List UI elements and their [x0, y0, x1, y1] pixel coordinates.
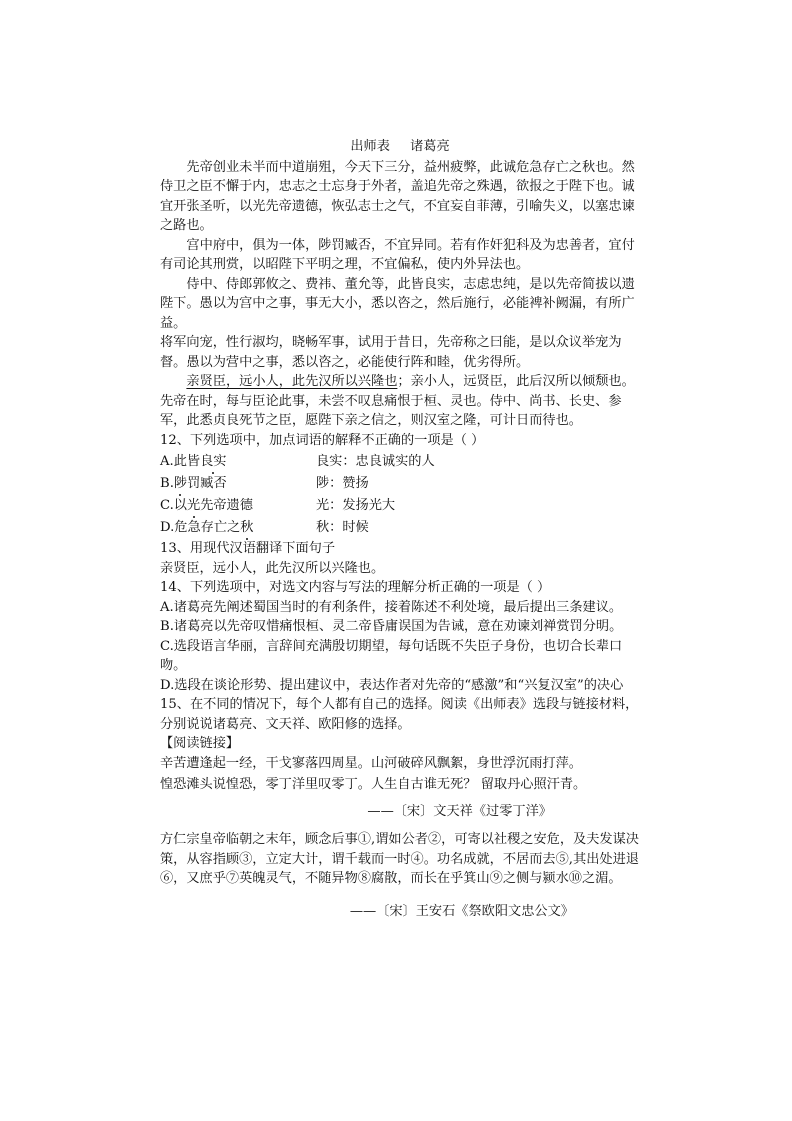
passage-paragraph-2: 宫中府中，俱为一体，陟罚臧否，不宜异同。若有作奸犯科及为忠善者，宜付有司论其刑赏，以昭陛下平明之理，不宜偏私，使内外异法也。	[160, 237, 635, 272]
title-text: 出师表	[350, 139, 390, 154]
question-13-sentence: 亲贤臣，远小人，此先汉所以兴隆也。	[160, 560, 385, 576]
question-14-option-d: D.选段在谈论形势、提出建议中，表达作者对先帝的“感激”和“兴复汉室”的决心	[160, 677, 624, 693]
dotted-word: 陟	[174, 473, 187, 494]
poem-attribution: ——〔宋〕文天祥《过零丁洋》	[367, 803, 552, 819]
option-text: A.此皆	[160, 454, 201, 469]
question-12-option-d	[160, 517, 640, 538]
document-content	[160, 137, 640, 921]
poem-line-2: 惶恐滩头说惶恐，零丁洋里叹零丁。人生自古谁无死？ 留取丹心照汗青。	[160, 777, 587, 792]
option-gloss: 良实：忠良诚实的人	[316, 454, 435, 469]
question-15-stem: 15、在不同的情况下，每个人都有自己的选择。阅读《出师表》选段与链接材料，分别说说诸葛亮、文天祥、欧阳修的选择。	[160, 697, 639, 732]
option-text: B.	[160, 476, 174, 491]
dotted-word: 秋	[240, 517, 253, 538]
passage-paragraph-4: 将军向宠，性行淑均，晓畅军事，试用于昔日，先帝称之曰能，是以众议举宠为督。愚以为营中之事，悉以咨之，必能使行阵和睦，优劣得所。	[160, 335, 622, 370]
option-gloss: 陟：赞扬	[316, 476, 369, 491]
passage-paragraph-1: 先帝创业未半而中道崩殂，今天下三分，益州疲弊，此诚危急存亡之秋也。然侍卫之臣不懈于内，忠志之士忘身于外者，盖追先帝之殊遇，欲报之于陛下也。诚宜开张圣听，以光先帝遗德，恢弘志士之气，不宜妄自菲薄，引喻失义，以塞忠谏之路也。	[160, 159, 635, 233]
poem-line-1: 辛苦遭逢起一经，干戈寥落四周星。山河破碎风飘絮，身世浮沉雨打萍。	[160, 755, 582, 771]
reading-link-heading: 【阅读链接】	[160, 736, 240, 751]
question-13-stem: 13、用现代汉语翻译下面句子	[160, 541, 336, 556]
underlined-sentence: 亲贤臣，远小人，此先汉所以兴隆也	[186, 374, 398, 389]
passage-title	[160, 137, 640, 157]
passage-paragraph-5	[160, 372, 640, 431]
prose-attribution: ——〔宋〕王安石《祭欧阳文忠公文》	[349, 903, 574, 919]
author-text: 诸葛亮	[410, 139, 450, 154]
question-14-option-c: C.选段语言华丽，言辞间充满殷切期望，每句话既不失臣子身份，也切合长辈口吻。	[160, 638, 623, 673]
option-text: 先帝遗德	[200, 498, 253, 513]
passage-paragraph-3: 侍中、侍郎郭攸之、费祎、董允等，此皆良实，志虑忠纯，是以先帝简拔以遗陛下。愚以为宫中之事，事无大小，悉以咨之，然后施行，必能裨补阙漏，有所广益。	[160, 276, 635, 331]
question-12-stem: 12、下列选项中，加点词语的解释不正确的一项是（ ）	[160, 432, 485, 448]
option-text: 罚臧否	[187, 476, 227, 491]
question-14-stem: 14、下列选项中，对选文内容与写法的理解分析正确的一项是（ ）	[160, 580, 551, 595]
dotted-word: 光	[187, 495, 200, 516]
question-12-option-a	[160, 451, 640, 472]
option-text: D.危急存亡之	[160, 520, 241, 535]
option-gloss: 秋：时候	[316, 520, 369, 535]
prose-excerpt: 方仁宗皇帝临朝之末年，顾念后事①,谓如公者②，可寄以社稷之安危，及夫发谋决策，从容指顾③，立定大计，谓千载而一时④。功名成就，不居而去⑤,其出处进退⑥，又庶乎⑦英魄灵气，不随异物⑧腐散，而长在乎箕山⑨之侧与颍水⑩之湄。	[160, 832, 639, 886]
dotted-word: 良实	[200, 451, 226, 472]
option-gloss: 光：发扬光大	[316, 498, 396, 513]
option-text: C.以	[160, 498, 187, 513]
question-12-option-c	[160, 495, 640, 516]
question-14-option-a: A.诸葛亮先阐述蜀国当时的有利条件，接着陈述不利处境，最后提出三条建议。	[160, 599, 623, 615]
paragraph-5-rest: ；亲小人，远贤臣，此后汉所以倾颓也。先帝在时，每与臣论此事，未尝不叹息痛恨于桓、灵也。侍中、尚书、长史、参军，此悉贞良死节之臣，愿陛下亲之信之，则汉室之隆，可计日而待也。	[160, 374, 635, 428]
question-12-option-b	[160, 473, 640, 494]
question-14-option-b: B.诸葛亮以先帝叹惜痛恨桓、灵二帝昏庸误国为告诫，意在劝谏刘禅赏罚分明。	[160, 619, 623, 634]
